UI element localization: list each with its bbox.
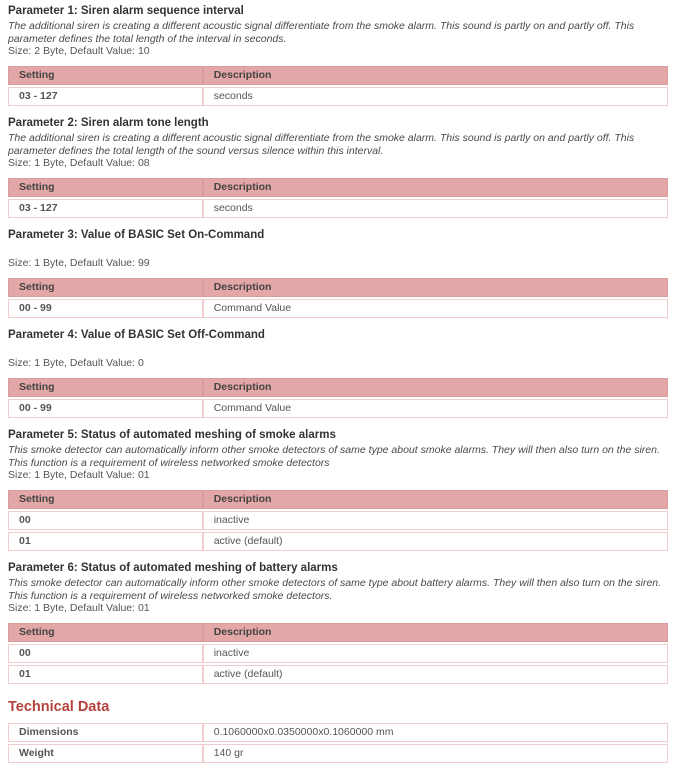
parameter-title: Parameter 1: Siren alarm sequence interval bbox=[8, 5, 244, 17]
table-row bbox=[8, 399, 668, 418]
description-cell: inactive bbox=[203, 511, 668, 530]
parameter-description bbox=[8, 344, 668, 357]
setting-column-header: Setting bbox=[8, 490, 203, 509]
parameter-title: Parameter 3: Value of BASIC Set On-Command bbox=[8, 229, 265, 241]
parameter-description: The additional siren is creating a different acoustic signal differentiate from the smoke alarm. This sound is partly on and partly off. This parameter defines the total length of the interval in seconds. bbox=[8, 20, 635, 45]
setting-cell: 00 - 99 bbox=[8, 299, 203, 318]
parameter-section bbox=[8, 228, 668, 320]
parameters-list bbox=[8, 4, 668, 686]
description-cell: active (default) bbox=[203, 665, 668, 684]
table-body bbox=[8, 299, 668, 318]
parameter-description: The additional siren is creating a different acoustic signal differentiate from the smoke alarm. This sound is partly on and partly off. This parameter defines the total length of the sound versus silence within this interval. bbox=[8, 132, 635, 157]
table-body bbox=[8, 87, 668, 106]
table-header-row bbox=[8, 278, 668, 297]
parameter-description: This smoke detector can automatically inform other smoke detectors of same type about battery alarms. They will then also turn on the siren. This function is a requirement of wireless networked smoke detectors. bbox=[8, 577, 662, 602]
parameter-settings-table bbox=[8, 376, 668, 420]
description-cell: seconds bbox=[203, 199, 668, 218]
parameter-section bbox=[8, 428, 668, 553]
parameter-size-default-line: Size: 1 Byte, Default Value: 01 bbox=[8, 602, 150, 614]
table-body bbox=[8, 511, 668, 551]
table-row bbox=[8, 87, 668, 106]
description-column-header: Description bbox=[203, 378, 668, 397]
description-cell: seconds bbox=[203, 87, 668, 106]
parameter-settings-table bbox=[8, 276, 668, 320]
parameter-settings-table bbox=[8, 64, 668, 108]
parameter-settings-table bbox=[8, 488, 668, 553]
table-header-row bbox=[8, 490, 668, 509]
parameter-section bbox=[8, 4, 668, 108]
device-parameter-documentation bbox=[8, 4, 668, 765]
technical-data-heading: Technical Data bbox=[8, 699, 110, 715]
parameter-title: Parameter 5: Status of automated meshing of smoke alarms bbox=[8, 429, 336, 441]
description-cell: inactive bbox=[203, 644, 668, 663]
setting-cell: 01 bbox=[8, 665, 203, 684]
description-column-header: Description bbox=[203, 66, 668, 85]
parameter-title: Parameter 2: Siren alarm tone length bbox=[8, 117, 209, 129]
table-body bbox=[8, 399, 668, 418]
parameter-size-default-line: Size: 1 Byte, Default Value: 08 bbox=[8, 157, 150, 169]
technical-data-section bbox=[8, 698, 668, 765]
technical-data-row bbox=[8, 723, 668, 742]
table-row bbox=[8, 532, 668, 551]
parameter-settings-table bbox=[8, 176, 668, 220]
table-row bbox=[8, 299, 668, 318]
table-row bbox=[8, 199, 668, 218]
description-cell: Command Value bbox=[203, 299, 668, 318]
table-body bbox=[8, 199, 668, 218]
description-column-header: Description bbox=[203, 278, 668, 297]
technical-data-row bbox=[8, 744, 668, 763]
table-header-row bbox=[8, 378, 668, 397]
setting-cell: 00 bbox=[8, 511, 203, 530]
setting-column-header: Setting bbox=[8, 178, 203, 197]
technical-data-table bbox=[8, 721, 668, 765]
description-column-header: Description bbox=[203, 490, 668, 509]
parameter-size-default-line: Size: 2 Byte, Default Value: 10 bbox=[8, 45, 150, 57]
parameter-settings-table bbox=[8, 621, 668, 686]
setting-cell: 00 bbox=[8, 644, 203, 663]
table-row bbox=[8, 644, 668, 663]
parameter-size-default-line: Size: 1 Byte, Default Value: 01 bbox=[8, 469, 150, 481]
parameter-section bbox=[8, 328, 668, 420]
technical-data-label-cell: Weight bbox=[8, 744, 203, 763]
table-row bbox=[8, 665, 668, 684]
parameter-section bbox=[8, 116, 668, 220]
parameter-description: This smoke detector can automatically inform other smoke detectors of same type about smoke alarms. They will then also turn on the siren. This function is a requirement of wireless networked smoke detectors bbox=[8, 444, 660, 469]
setting-cell: 03 - 127 bbox=[8, 199, 203, 218]
table-header-row bbox=[8, 623, 668, 642]
setting-column-header: Setting bbox=[8, 278, 203, 297]
description-column-header: Description bbox=[203, 178, 668, 197]
parameter-size-default-line: Size: 1 Byte, Default Value: 0 bbox=[8, 357, 144, 369]
table-header-row bbox=[8, 178, 668, 197]
technical-data-value-cell: 0.1060000x0.0350000x0.1060000 mm bbox=[203, 723, 668, 742]
setting-column-header: Setting bbox=[8, 623, 203, 642]
description-cell: Command Value bbox=[203, 399, 668, 418]
setting-column-header: Setting bbox=[8, 66, 203, 85]
parameter-description bbox=[8, 244, 668, 257]
table-header-row bbox=[8, 66, 668, 85]
table-row bbox=[8, 511, 668, 530]
setting-cell: 03 - 127 bbox=[8, 87, 203, 106]
setting-cell: 00 - 99 bbox=[8, 399, 203, 418]
parameter-title: Parameter 4: Value of BASIC Set Off-Command bbox=[8, 329, 265, 341]
technical-data-table-body bbox=[8, 723, 668, 763]
technical-data-value-cell: 140 gr bbox=[203, 744, 668, 763]
technical-data-label-cell: Dimensions bbox=[8, 723, 203, 742]
setting-column-header: Setting bbox=[8, 378, 203, 397]
parameter-size-default-line: Size: 1 Byte, Default Value: 99 bbox=[8, 257, 150, 269]
parameter-title: Parameter 6: Status of automated meshing of battery alarms bbox=[8, 562, 338, 574]
parameter-section bbox=[8, 561, 668, 686]
description-column-header: Description bbox=[203, 623, 668, 642]
description-cell: active (default) bbox=[203, 532, 668, 551]
setting-cell: 01 bbox=[8, 532, 203, 551]
table-body bbox=[8, 644, 668, 684]
